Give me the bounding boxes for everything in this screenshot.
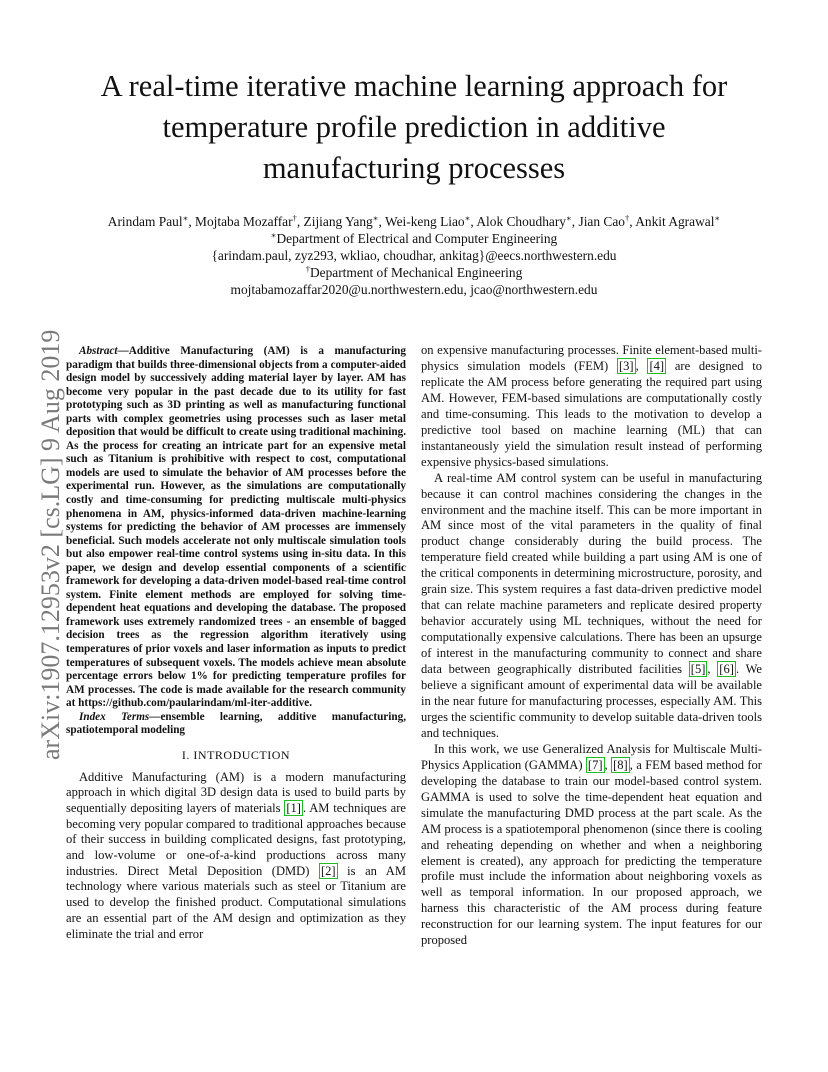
section-heading: I. INTRODUCTION — [181, 747, 291, 762]
author-mark: † — [624, 213, 630, 223]
left-column — [66, 345, 406, 942]
author-mark: † — [292, 213, 297, 223]
intro-paragraph: Additive Manufacturing (AM) is a modern manufacturing approach in which digital 3D design data is used to build parts by sequentially depositing layers of materials [1] . AM techniques are becoming very popular compared to traditional approaches because of their success in building complicated designs, fast prototyping, and low-volume or one-of-a-kind productions across many industries. Direct Metal Deposition (DMD) [2] is an AM technology where various materials such as steel or Titanium are used to develop the finished product. Computational simulations are an essential part of the AM design and optimization as they eliminate the trial and error — [66, 769, 406, 941]
citation-link[interactable]: [2] — [320, 863, 336, 878]
title-line: temperature profile prediction in additive — [162, 110, 666, 144]
author-mark: ∗ — [464, 213, 471, 223]
affiliation-ece — [0, 230, 828, 247]
author-name: Mojtaba Mozaffar — [195, 214, 293, 229]
emails-ece: {arindam.paul, zyz293, wkliao, choudhar, ankitag}@eecs.northwestern.edu — [211, 248, 617, 263]
author-name: Jian Cao — [578, 214, 625, 229]
citation-link[interactable]: [1] — [286, 800, 301, 815]
abstract — [66, 345, 406, 711]
citation-link[interactable]: [7] — [587, 757, 603, 772]
abstract-text: —Additive Manufacturing (AM) is a manufacturing paradigm that builds three-dimensional objects from a computer-aided design model by successively adding material layer by layer. AM has become very popular in the past decade due to its utility for fast prototyping such as 3D printing as well as manufacturing functional parts with complex geometries using processes such as laser metal deposition that would be difficult to create using traditional machining. As the process for creating an intricate part for an expensive metal such as Titanium is prohibitive with respect to cost, computational models are used to simulate the behavior of AM processes before the experimental run. However, as the simulations are computationally costly and time-consuming for predicting multiscale multi-physics phenomena in AM, physics-informed data-driven machine-learning systems for predicting the behavior of AM processes are immensely beneficial. Such models accelerate not only multiscale simulation tools but also empower real-time control systems using in-situ data. In this paper, we design and develop essential components of a scientific framework for developing a data-driven model-based real-time control system. Finite element methods are employed for solving time-dependent heat equations and developing the database. The proposed framework uses extremely randomized trees - an ensemble of bagged decision trees as the regression algorithm iteratively using temperatures of prior voxels and laser information as inputs to predict temperatures of subsequent voxels. The models achieve mean absolute percentage errors below 1% for predicting temperature profiles for AM processes. The code is made available for the research community at https://github.com/paularindam/ml-iter-additive. — [66, 345, 406, 710]
emails-me: mojtabamozaffar2020@u.northwestern.edu, jcao@northwestern.edu — [230, 282, 598, 297]
index-terms-lead: Index Terms — [79, 710, 150, 723]
affiliation-mark: ∗ — [270, 230, 277, 240]
affiliation-text: Department of Electrical and Computer Engineering — [276, 231, 558, 246]
arxiv-identifier: arXiv:1907.12953v2 [cs.LG] 9 Aug 2019 — [36, 329, 65, 760]
author-names: Arindam Paul∗, Mojtaba Mozaffar†, Zijiang Yang∗, Wei-keng Liao∗, Alok Choudhary∗, Jian Cao†, Ankit Agrawal∗ — [107, 213, 721, 229]
affiliation-text: Department of Mechanical Engineering — [309, 265, 523, 280]
author-block — [0, 213, 828, 298]
arxiv-side-stamp — [14, 290, 65, 760]
author-mark: ∗ — [714, 213, 721, 223]
author-mark: ∗ — [566, 213, 572, 223]
body-paragraph: A real-time AM control system can be useful in manufacturing because it can control machines considering the changes in the environment and the machine itself. This can be more important in AM since most of the vital parameters in the quality of final product change considerably during the build process. The temperature field created while building a part using AM is one of the critical components in determining microstructure, porosity, and grain size. This system requires a fast data-driven predictive model that can relate machine parameters and replicate desired property behavior accurately using ML techniques, without the need for computationally expensive calculations. There has been an upsurge of interest in the manufacturing community to connect and share data between geographically distributed facilities [5] , [6] . We believe a significant amount of experimental data will be available in the near future for manufacturing processes, especially AM. This urges the scientific community to develop suitable data-driven tools and techniques. — [421, 470, 762, 740]
title-line: manufacturing processes — [262, 151, 566, 185]
author-mark: ∗ — [182, 213, 189, 223]
right-column — [421, 343, 762, 949]
citation-link[interactable]: [5] — [690, 662, 706, 677]
affiliation-mark: † — [305, 264, 310, 274]
author-name: Ankit Agrawal — [635, 214, 715, 229]
citation-link[interactable]: [6] — [719, 662, 734, 677]
author-name: Alok Choudhary — [476, 214, 566, 229]
author-name: Wei-keng Liao — [385, 214, 465, 229]
citation-link[interactable]: [8] — [613, 757, 628, 772]
author-name: Zijiang Yang — [303, 214, 373, 229]
index-terms — [66, 711, 406, 738]
body-paragraph: on expensive manufacturing processes. Finite element-based multi-physics simulation models (FEM) [3] , [4] are designed to replicate the AM process before generating the required part using AM. However, FEM-based simulations are computationally costly and time-consuming. This leads to the motivation to develop a predictive tool based on machine learning (ML) that can instantaneously yield the simulation result instead of performing expensive physics-based simulations. — [421, 343, 762, 469]
citation-link[interactable]: [4] — [649, 358, 665, 373]
index-terms-text: —ensemble learning, additive manufacturing, spatiotemporal modeling — [66, 710, 406, 737]
citation-link[interactable]: [3] — [618, 358, 634, 373]
body-paragraph: In this work, we use Generalized Analysis for Multiscale Multi-Physics Application (GAMMA) [7] , [8] , a FEM based method for developing the database to train our model-based control system. GAMMA is used to solve the time-dependent heat equation and simulate the manufacturing DMD process at the part scale. As the AM process is a spatiotemporal phenomenon (since there is cooling and reheating depending on whether and when a neighboring element is created), any approach for predicting the temperature profile must include the information about neighboring voxels as well as temporal information. In our proposed approach, we harness this characteristic of the AM process during feature reconstruction for our learning system. The input features for our proposed — [421, 741, 762, 948]
author-mark: ∗ — [372, 213, 379, 223]
abstract-lead: Abstract — [79, 345, 118, 357]
affiliation-me — [0, 264, 828, 281]
title-line: A real-time iterative machine learning approach for — [100, 69, 728, 103]
paper-title — [0, 66, 828, 189]
author-name: Arindam Paul — [107, 214, 183, 229]
